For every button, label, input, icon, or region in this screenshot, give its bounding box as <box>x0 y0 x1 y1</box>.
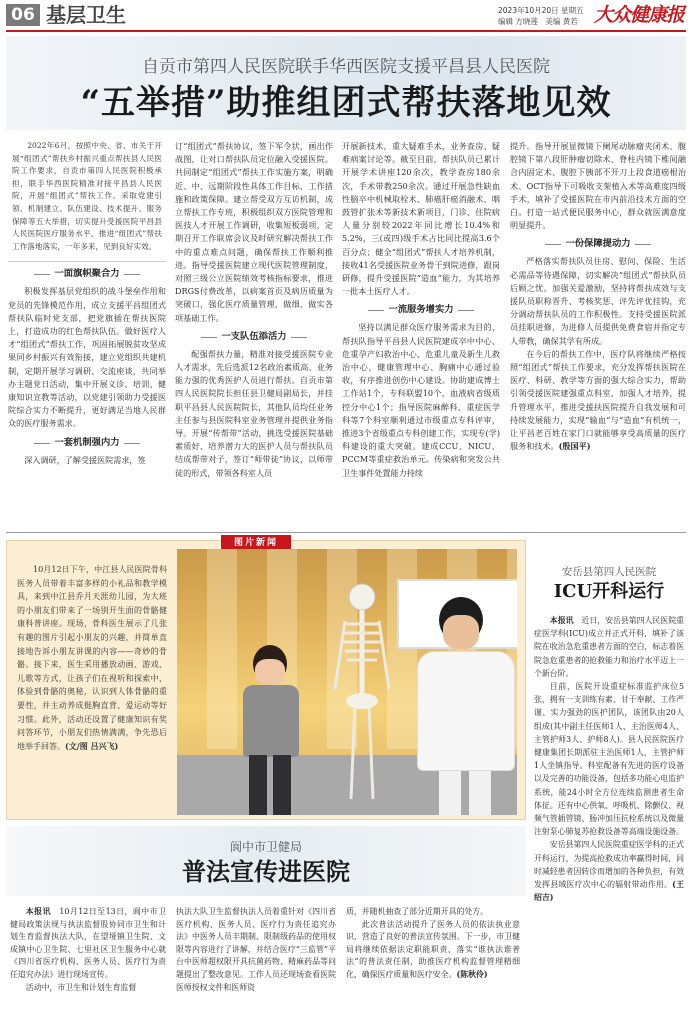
news-photo <box>177 549 517 815</box>
skeleton-model-icon <box>327 579 397 809</box>
article-kicker: 自贡市第四人民医院联手华西医院支援平昌县人民医院 <box>142 57 550 77</box>
icu-kicker: 安岳县第四人民医院 <box>561 566 657 578</box>
paragraph: 提升。指导开展显微镜下阑尾动脉瘤夹闭术、腹腔镜下第八段肝肿瘤切除术、脊柱内镜下椎间融合内固定术、腹腔下胰部不开刀上段食道癌根治术、OCT指导下可吸收支架植入术等高难度四级手术，填补了受援医院在市内前沿技术方面的空白。打造一站式便民服务中心，群众就医满意度明显提升。 <box>510 141 686 231</box>
doctor-figure <box>409 597 517 815</box>
paragraph: 配强帮扶力量，精准对接受援医院专业人才需求，先后选派12名政治素质高、业务能力强的优秀医护人员进行帮扶。自贡市第四人民医院院长担任县卫健局副局长，并挂职平昌县人民医院院长，其他队员均任业务主任参与县医院科室业务管理并提供业务指导。开展“传帮带”活动，挑选受援医院基础素质好、培养潜力大的医护人员与帮扶队员结成帮带对子，签订“师带徒”协议，以师带徒的形式，带领各科室人员 <box>175 348 333 478</box>
photo-news-box <box>6 540 526 820</box>
photo-news-label: 图片新闻 <box>221 535 291 551</box>
photo-caption: 10月12日下午，中江县人民医院骨科医务人员带着丰富多样的小礼品和教学模具，来到中江县乔月天涯幼儿园，为大班的小朋友们带来了一场别开生面的骨骼健康科普讲座。现场，骨科医生展示了几张有趣的图片引起小朋友的兴趣，并简单直接地告诉小朋友讲课的内容——奇妙的骨骼。接下来，医生采用播放动画、游戏、儿歌等方式，让孩子们在视听和探索中，体验到骨骼的奥秘，认识到人体骨骼的重要性，并主动养成挺胸直背、爱运动等好习惯。此外，活动还设置了健康知识有奖问答环节，小朋友们热情满满，争先恐后地举手回答。(文/图 吕兴飞) <box>17 565 167 751</box>
article-column-2 <box>175 140 333 530</box>
section-name: 基层卫生 <box>46 3 126 27</box>
paragraph: 坚持以满足群众医疗服务需求为目的，帮扶队指导平昌县人民医院建成卒中中心、危重孕产妇救治中心、危重儿童及新生儿救治中心，健康管理中心、胸痛中心通过验收，有序推进创伤中心建设。协助建成博士工作站1个，专科联盟10个，血液病省级质控分中心1个；指导医院麻醉科、重症医学科等7个科室顺利通过市级重点专科评审，推进3个省级重点专科创建工作，实现专(学)科建设的重大突破。建成CCU、NICU、PCCM等重症救治单元。传染病和突发公共卫生事件处置能力持续 <box>342 322 500 478</box>
paragraph: 开展新技术，重大疑难手术，业务查房、疑难病案讨论等。截至目前，帮扶队员已累计开展学术讲座120余次，教学查房180余次，手术带教250余次。通过开展急性缺血性脑卒中机械取栓术、肺癌肝癌消融术、咽鼓管扩张术等新技术新项目，门诊、住院病人量分别较2022年同比增长10.4%和5.2%，三(或四)级手术占比同比提高3.6个百分点；健全“组团式”帮扶人才培养机制，接收41名受援医院业务骨干到院进修，跟岗研修，提升受援医院“造血”能力，为其培养一批本土医疗人才。 <box>342 141 500 297</box>
subhead-flag: 一面旗帜聚合力 <box>8 267 166 280</box>
bottom-headline: 普法宣传进医院 <box>182 857 350 886</box>
bottom-column-3: 质，并随机抽查了部分近期开具的处方。 此次普法活动提升了医务人员的依法执业意识，营造了良好的普法宣传氛围。下一步，市卫健局将继续依据法定职能职责，落实“谁执法谁普法”的普法责任制，助推医疗机构监督管理精细化，确保医疗质量和医疗安全。(陈秋伶) <box>346 907 520 979</box>
top-banner <box>6 36 686 130</box>
byline: (殷国平) <box>558 441 591 452</box>
child-figure <box>237 645 307 815</box>
masthead-logo: 大众健康报 <box>594 4 685 26</box>
paragraph: 积极发挥基层党组织的战斗堡垒作用和党员的先锋模范作用，成立支援平昌组团式帮扶队临时党支部，把党旗插在帮扶医院上，打造成功的红色帮扶队伍。做好医疗人才“组团式”帮扶工作，巩固拓展脱贫攻坚成果同乡村振兴有效衔接，建立党组织共建机制，定期开展学习调研、交流座谈，共同举办主题党日活动，集中开展义诊、培训、健康知识宣教等活动，以党建引领助力受援医院综合实力不断提升，更好满足当地人民群众的医疗服务需求。 <box>8 286 166 429</box>
article-column-3 <box>342 140 500 530</box>
paragraph: 深入调研，了解受援医院需求，签 <box>24 454 146 465</box>
article-column-1 <box>8 140 166 530</box>
bottom-column-2: 执法大队卫生监督执法人员着重针对《四川省医疗机构、医务人员、医疗行为责任追究办法》中医务人员丰期制、限制级药品的使用权限等内容进行了讲解，并结合医疗“三监管”平台中医师超权限开具抗菌药物、精麻药品等问题提出了整改意见。工作人员还现场查看医院医师授权文件和医师资 <box>176 907 336 992</box>
article-headline: “五举措”助推组团式帮扶落地见效 <box>80 83 612 123</box>
bottom-banner <box>6 826 526 896</box>
article-column-4 <box>510 140 686 530</box>
subhead-guarantee: 一份保障提动力 <box>510 237 686 250</box>
icu-article <box>532 552 686 1012</box>
icu-body: 本报讯 近日，安岳县第四人民医院重症医学科(ICU)成立并正式开科，填补了该院在收治急危重患者方面的空白，标志着医院急危重患者的抢救能力和治疗水平迈上一个新台阶。 目前，医院开设重症标准监护床位5张，拥有一支训练有素、甘于奉献、工作严谨、实力强劲的医护团队，该团队由20人组成(其中副主任医师1人、主治医师4人、主管护师3人、护师8人)。县人民医院医疗健康集团长期派驻主治医师1人，主管护师1人坐镇指导。科室配备有先进的医疗设备以及完善的功能设备，包括多功能心电监护系统，能24小时全方位连续监测患者生命体征。还有中心供氧、呼吸机、除颤仪、视频气管插管镜、肠冲加压抗栓系统以及微量注射泵心肺复苏抢救设备等高端设施设备。 安岳县第四人民医院重症医学科的正式开科运行，为提高抢救成功率赢得时间，同时减轻患者因转诊而增加的各种负担，有效发挥县域医疗次中心的辐射带动作用。(王绍吉) <box>534 616 684 903</box>
subhead-mechanism: 一套机制强内力 <box>8 436 166 449</box>
bottom-kicker: 阆中市卫健局 <box>229 840 302 854</box>
byline: (王绍吉) <box>534 880 684 903</box>
paragraph: 在今后的帮扶工作中，医疗队将继续严格按照“组团式”帮扶工作要求，充分发挥帮扶医院在医疗、科研、教学等方面的强大综合实力，帮助引领受援医院建强重点科室、加强人才培养，提升管理水平，推进受援扶医院提升自我发展和可持续发展能力，实现“输血”与“造血”有机统一，让平昌老百姓在家门口就能够享受高质量的医疗服务和技术。(殷国平) <box>510 348 686 452</box>
page-header <box>0 0 692 34</box>
article-lead: 2022年6月，按照中央、省、市关于开展“组团式”帮扶乡村振兴重点帮扶县人民医院工作要求，自贡市第四人民医院积极承担，联手华西医院精准对接平昌县人民医院，开展“组团式”帮扶工作。采取党建引领、机制建立、队伍建设、技术提升、服务保障等五大举措，切实提升受援医院平昌县人民医院医疗服务水平，推进“组团式”帮扶工作落地落实，一年多来，见到良好实效。 <box>8 140 166 262</box>
header-rule <box>6 30 686 32</box>
page-number-tab: 06 <box>6 4 40 26</box>
byline: (陈秋伶) <box>456 969 488 979</box>
editor-credits: 编辑 方晓莲 美编 黄若 <box>498 17 578 26</box>
subhead-service: 一流服务增实力 <box>342 303 500 316</box>
subhead-team: 一支队伍添活力 <box>175 330 333 343</box>
bottom-column-1: 本报讯 10月12日至13日，阆中市卫健局政策法规与执法监督股协同市卫生和计划生育监督执法大队，在望垭镇卫生院、文成镇中心卫生院、七里社区卫生服务中心就《四川省医疗机构、医务人员、医疗行为责任追究办法》进行现场宣传。 活动中，市卫生和计划生育监督 <box>10 907 166 992</box>
issue-date: 2023年10月20日 星期五 <box>498 6 584 15</box>
icu-headline: ICU开科运行 <box>553 581 665 602</box>
column-rule <box>6 532 686 533</box>
paragraph: 严格落实帮扶队员住房、慰问、保险、生活必需品等待遇保障，切实解决“组团式”帮扶队员后顾之忧。加强关爱激励，坚持将帮扶成效与支援队员职称晋升、考核奖惩、评先评优挂钩，充分调动帮扶队员的工作积极性。支持受援医院派员挂职进修，为进修人员提供免费食宿并指定专人带教，确保其学有所成。 <box>510 256 686 346</box>
photo-credit: (文/图 吕兴飞) <box>65 740 119 751</box>
paragraph: 订“组团式”帮扶协议，签下军令状，画出作战图，让对口帮扶队员定位融入受援医院。共同制定“组团式”帮扶工作实施方案，明确近、中、远期阶段性具体工作目标、工作措施和政策保障。建立帮受双方互访机制，成立帮扶工作专班，积极组织双方医院管理和医技人才开展工作调研，收集短板弱项，定期召开工作联席会议及时研究解决帮扶工作中的重点难点问题，确保帮扶工作顺利推进。指导受援医院建立现代医院管理制度，对照三级公立医院绩效考核指标要求，推进DRGS付费改革，以病案首页及病历质量为突破口，强化医疗质量管理，做细、做实各项基础工作。 <box>175 141 333 323</box>
